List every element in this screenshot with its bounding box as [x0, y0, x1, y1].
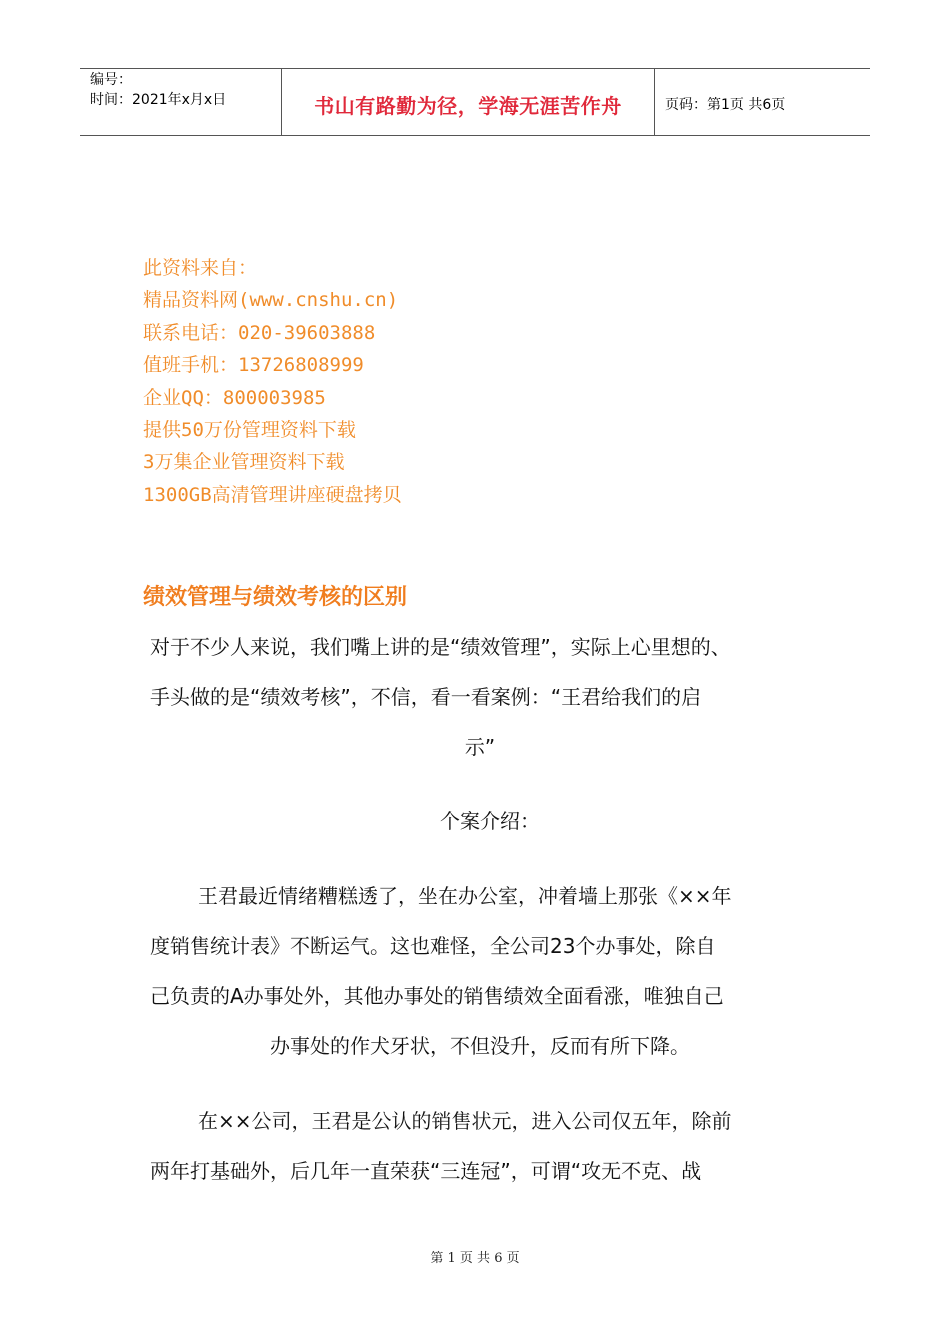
- header-time: 时间：2021年x月x日: [90, 92, 227, 108]
- intro-line: 手头做的是“绩效考核”，不信，看一看案例：“王君给我们的启: [150, 685, 702, 709]
- source-info-block: [143, 252, 402, 511]
- source-line: 值班手机：13726808999: [143, 354, 364, 377]
- source-line: 1300GB高清管理讲座硬盘拷贝: [143, 483, 402, 506]
- page-footer: 第 1 页 共 6 页: [430, 1251, 520, 1266]
- para1-line: 王君最近情绪糟糕透了，坐在办公室，冲着墙上那张《××年: [198, 884, 732, 908]
- source-line: 3万集企业管理资料下载: [143, 451, 345, 474]
- source-line: 此资料来自：: [143, 257, 258, 279]
- header-number-label: 编号：: [90, 72, 132, 88]
- para1-line: 办事处的作犬牙状，不但没升，反而有所下降。: [270, 1034, 690, 1058]
- para2-line: 在××公司，王君是公认的销售状元，进入公司仅五年，除前: [198, 1109, 732, 1133]
- header-divider-right: [654, 68, 655, 136]
- header-meta: [90, 70, 226, 110]
- source-line: 联系电话：020-39603888: [143, 321, 376, 344]
- header-page-info: 页码：第1页 共6页: [665, 97, 786, 113]
- source-line: 提供50万份管理资料下载: [143, 419, 356, 442]
- case-heading: 个案介绍：: [440, 809, 540, 833]
- header-top-rule: [80, 68, 870, 69]
- para2-line: 两年打基础外，后几年一直荣获“三连冠”，可谓“攻无不克、战: [150, 1159, 702, 1183]
- source-line: 精品资料网(www.cnshu.cn): [143, 289, 399, 312]
- intro-line: 对于不少人来说，我们嘴上讲的是“绩效管理”，实际上心里想的、: [150, 635, 731, 659]
- header-bottom-rule: [80, 135, 870, 136]
- para1-line: 度销售统计表》不断运气。这也难怪，全公司23个办事处，除自: [150, 934, 716, 958]
- header-motto: 书山有路勤为径，学海无涯苦作舟: [314, 94, 622, 118]
- intro-line: 示”: [464, 735, 496, 759]
- source-line: 企业QQ：800003985: [143, 386, 326, 409]
- article-title: 绩效管理与绩效考核的区别: [143, 585, 408, 610]
- para1-line: 己负责的A办事处外，其他办事处的销售绩效全面看涨，唯独自己: [150, 984, 724, 1008]
